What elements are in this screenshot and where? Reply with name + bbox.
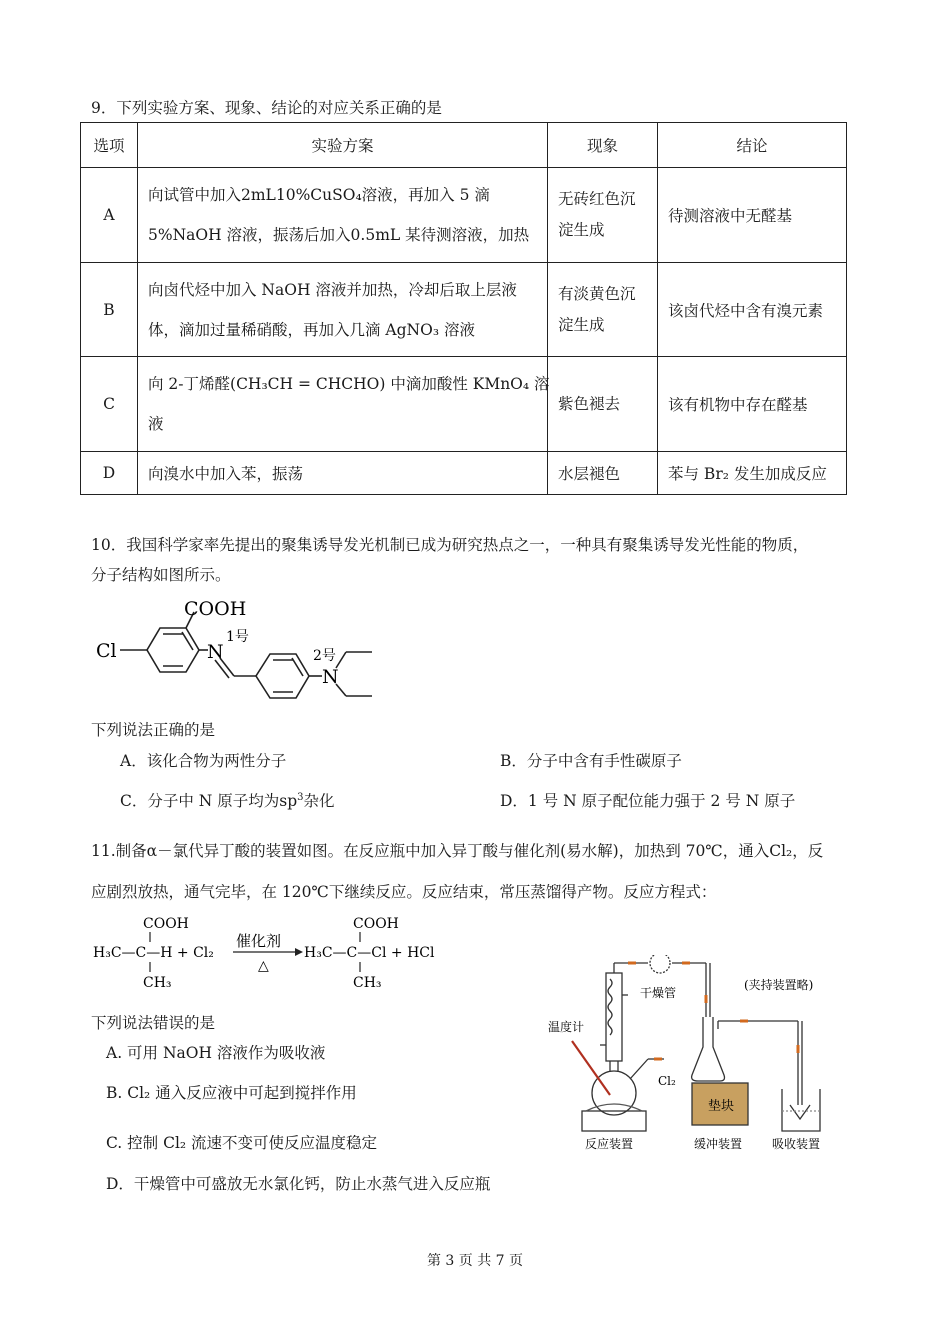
alpha-symbol: α－ <box>146 842 173 860</box>
q11-equation <box>90 910 460 995</box>
n2-label: N <box>322 666 339 688</box>
n1-label: N <box>207 641 224 663</box>
reaction-label: 反应装置 <box>585 1137 634 1151</box>
cl2-inlet-label: Cl₂ <box>658 1074 676 1088</box>
phen-line: 有淡黄色沉 <box>558 284 636 303</box>
eq-catalyst: 催化剂 <box>236 932 282 950</box>
table-row <box>81 452 847 495</box>
q11-stem-a: 11.制备 <box>91 842 147 860</box>
q11-stem-line2: 应剧烈放热，通气完毕，在 120℃下继续反应。反应结束，常压蒸馏得产物。反应方程式： <box>91 883 717 901</box>
q10-option-b: B．分子中含有手性碳原子 <box>500 752 682 770</box>
row-phenomenon <box>548 168 658 263</box>
q10-option-d: D．1 号 N 原子配位能力强于 2 号 N 原子 <box>500 792 796 810</box>
row-plan <box>138 168 548 263</box>
pad-label: 垫块 <box>708 1099 735 1114</box>
table-row <box>81 263 847 357</box>
row-conclusion: 苯与 Br₂ 发生加成反应 <box>658 452 847 495</box>
row-plan <box>138 357 548 452</box>
eq-cooh-right: COOH <box>353 916 399 932</box>
q11-apparatus-diagram <box>540 955 860 1160</box>
q11-option-c: C. 控制 Cl₂ 流速不变可使反应温度稳定 <box>106 1134 378 1152</box>
row-option: B <box>81 263 138 357</box>
option-c-text: C．分子中 N 原子均为sp <box>120 792 298 810</box>
phen-line: 淀生成 <box>558 315 605 334</box>
row-conclusion: 该卤代烃中含有溴元素 <box>658 263 847 357</box>
plan-line: 向 2-丁烯醛(CH₃CH = CHCHO) 中滴加酸性 KMnO₄ 溶 <box>148 375 550 393</box>
table-row <box>81 168 847 263</box>
row-phenomenon <box>548 357 658 452</box>
phen-line: 淀生成 <box>558 221 605 239</box>
page-footer: 第 3 页 共 7 页 <box>426 1253 524 1269</box>
cooh-label: COOH <box>184 598 247 620</box>
header-option: 选项 <box>81 123 138 168</box>
table-header-row <box>81 123 847 168</box>
n1-tag: 1号 <box>226 629 249 645</box>
header-phenomenon: 现象 <box>548 123 658 168</box>
plan-line: 向溴水中加入苯，振荡 <box>148 465 304 483</box>
eq-ch3-right: CH₃ <box>353 975 382 991</box>
plan-line: 体，滴加过量稀硝酸，再加入几滴 AgNO₃ 溶液 <box>148 320 475 339</box>
absorb-label: 吸收装置 <box>772 1137 821 1151</box>
row-plan <box>138 263 548 357</box>
row-conclusion: 待测溶液中无醛基 <box>658 168 847 263</box>
cl2-formula: Cl₂ <box>769 842 793 860</box>
table-row <box>81 357 847 452</box>
q10-structure-diagram <box>90 592 390 707</box>
row-phenomenon <box>548 263 658 357</box>
plan-line: 5%NaOH 溶液，振荡后加入0.5mL 某待测溶液，加热 <box>148 226 530 244</box>
thermometer-label: 温度计 <box>548 1020 585 1034</box>
row-phenomenon <box>548 452 658 495</box>
plan-line: 向试管中加入2mL10%CuSO₄溶液，再加入 5 滴 <box>148 186 490 204</box>
q10-stem-line2: 分子结构如图所示。 <box>91 566 231 584</box>
q9-title: 9．下列实验方案、现象、结论的对应关系正确的是 <box>91 99 442 117</box>
q10-prompt: 下列说法正确的是 <box>91 721 216 739</box>
q11-option-b: B. Cl₂ 通入反应液中可起到搅拌作用 <box>106 1084 357 1102</box>
eq-ch3-left: CH₃ <box>143 975 172 991</box>
q10-option-c <box>120 789 335 811</box>
eq-cooh-left: COOH <box>143 916 189 932</box>
buffer-label: 缓冲装置 <box>694 1137 743 1151</box>
plan-line: 向卤代烃中加入 NaOH 溶液并加热，冷却后取上层液 <box>148 280 517 299</box>
cl-label: Cl <box>96 640 117 662</box>
option-c-suffix: 杂化 <box>303 792 335 810</box>
eq-left: H₃C—C—H + Cl₂ <box>93 945 214 961</box>
q11-prompt: 下列说法错误的是 <box>91 1014 216 1032</box>
eq-heat: △ <box>258 958 269 974</box>
row-plan <box>138 452 548 495</box>
plan-line: 液 <box>148 415 164 433</box>
drying-tube-label: 干燥管 <box>640 986 677 1000</box>
row-option: A <box>81 168 138 263</box>
q11-stem-c: ，反 <box>792 842 824 860</box>
phen-line: 无砖红色沉 <box>558 190 636 208</box>
header-conclusion: 结论 <box>658 123 847 168</box>
phen-line: 水层褪色 <box>558 465 621 483</box>
eq-right: H₃C—C—Cl + HCl <box>304 945 435 961</box>
row-option: D <box>81 452 138 495</box>
row-conclusion: 该有机物中存在醛基 <box>658 357 847 452</box>
q11-stem-line1 <box>91 839 823 861</box>
phen-line: 紫色褪去 <box>558 394 621 413</box>
q11-option-a: A. 可用 NaOH 溶液作为吸收液 <box>106 1044 326 1062</box>
q9-table <box>80 122 847 495</box>
row-option: C <box>81 357 138 452</box>
n2-tag: 2号 <box>313 648 336 664</box>
option-c-sup: 3 <box>297 792 304 803</box>
q10-stem-line1: 10．我国科学家率先提出的聚集诱导发光机制已成为研究热点之一，一种具有聚集诱导发光性能的物质， <box>91 536 809 554</box>
q10-option-a: A．该化合物为两性分子 <box>120 752 287 770</box>
q11-option-d: D．干燥管中可盛放无水氯化钙，防止水蒸气进入反应瓶 <box>106 1175 491 1193</box>
header-plan: 实验方案 <box>138 123 548 168</box>
clamp-note: (夹持装置略) <box>744 978 814 992</box>
q11-stem-b: 氯代异丁酸的装置如图。在反应瓶中加入异丁酸与催化剂(易水解)，加热到 70℃，通入 <box>172 842 770 860</box>
